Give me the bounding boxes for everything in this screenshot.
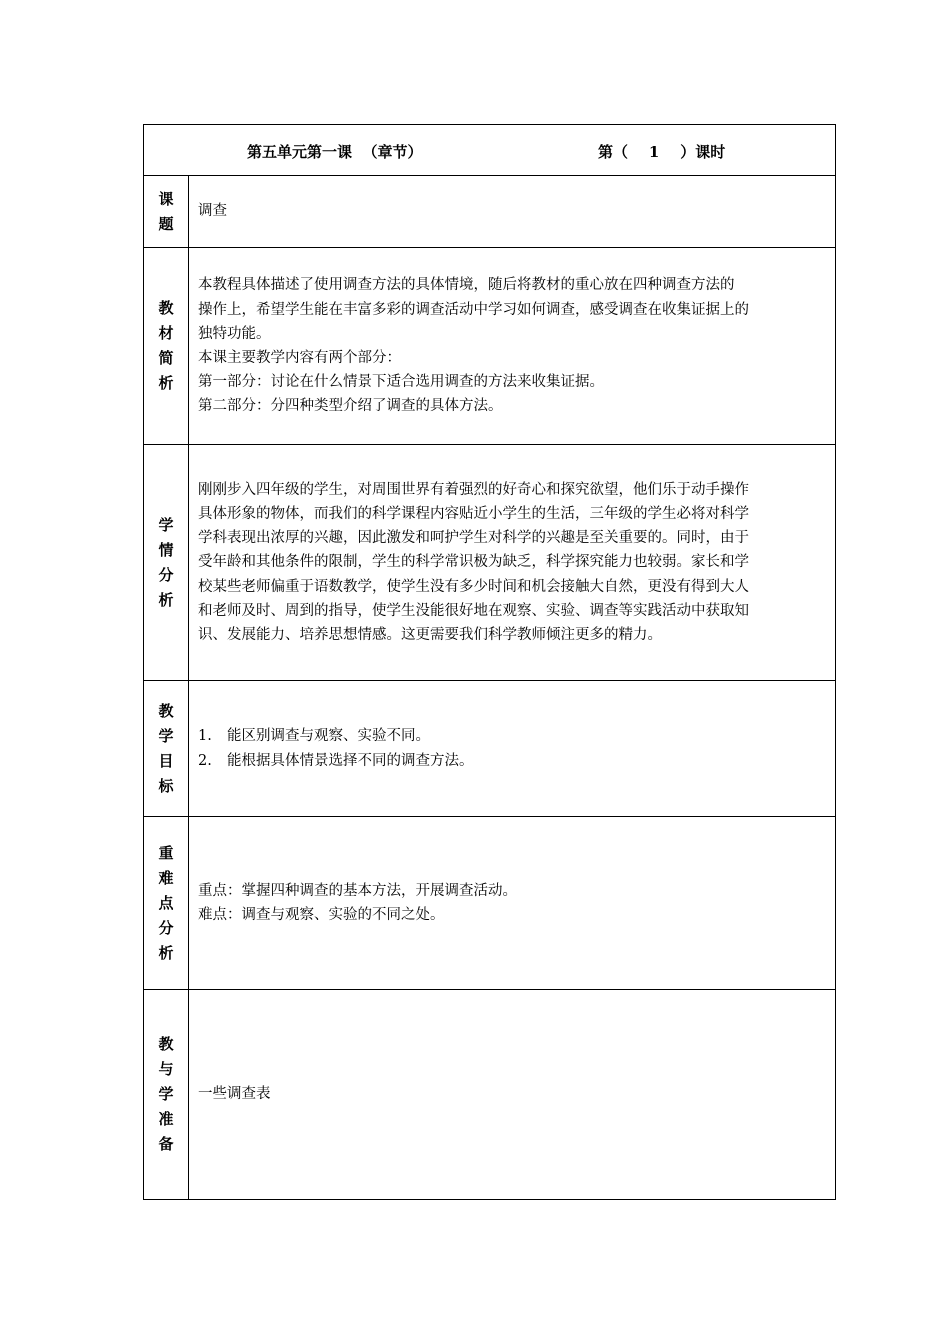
material-content [189,248,836,445]
text-line: 校某些老师偏重于语数教学，使学生没有多少时间和机会接触大自然，更没有得到大人 [198,578,749,595]
label-char: 与 [158,1060,174,1078]
goal-text: 能区别调查与观察、实验不同。 [227,728,430,745]
goal-number: 2. [198,752,212,769]
label-char: 点 [158,893,174,912]
goal-item [198,749,827,773]
text-line: 和老师及时、周到的指导，使学生没能很好地在观察、实验、调查等实践活动中获取知 [198,602,749,619]
text-line: 识、发展能力、培养思想情感。这更需要我们科学教师倾注更多的精力。 [198,627,662,643]
label-char: 析 [158,943,174,962]
label-char: 材 [158,324,174,342]
header-cell [144,125,836,176]
label-char: 学 [158,726,174,745]
text-line: 难点：调查与观察、实验的不同之处。 [198,907,445,923]
material-label [144,248,189,445]
label-char: 目 [158,751,174,770]
label-char: 分 [158,565,174,584]
label-char: 学 [158,515,174,534]
label-char: 重 [158,843,174,862]
text-line: 第二部分：分四种类型介绍了调查的具体方法。 [198,398,503,415]
label-char: 教 [158,701,174,720]
text-line: 第一部分：讨论在什么情景下适合选用调查的方法来收集证据。 [198,374,604,391]
text-line: 重点：掌握四种调查的基本方法，开展调查活动。 [198,882,517,899]
goals-content [189,681,836,817]
text-line: 本教程具体描述了使用调查方法的具体情境，随后将教材的重心放在四种调查方法的 [198,277,735,294]
students-row [144,445,836,681]
lesson-plan-table [143,124,836,1200]
label-char: 题 [158,214,174,233]
label-char: 析 [158,374,174,392]
text-line: 刚刚步入四年级的学生，对周围世界有着强烈的好奇心和探究欲望，他们乐于动手操作 [198,481,749,498]
keypoints-label [144,817,189,990]
topic-label [144,176,189,248]
period-number: 第（ 1 ）课时 [598,143,726,161]
label-char: 课 [158,189,174,208]
goals-label [144,681,189,817]
text-line: 受年龄和其他条件的限制，学生的科学常识极为缺乏，科学探究能力也较弱。家长和学 [198,554,749,571]
text-line: 本课主要教学内容有两个部分： [198,350,401,366]
preparation-content: 一些调查表 [189,990,836,1200]
label-char: 难 [158,868,174,887]
keypoints-content [189,817,836,990]
text-line: 学科表现出浓厚的兴趣，因此激发和呵护学生对科学的兴趣是至关重要的。同时，由于 [198,530,749,547]
goal-text: 能根据具体情景选择不同的调查方法。 [227,752,474,769]
students-label [144,445,189,681]
label-char: 准 [158,1110,174,1128]
material-row [144,248,836,445]
topic-row [144,176,836,248]
text-line: 独特功能。 [198,325,271,342]
goals-row [144,681,836,817]
text-line: 具体形象的物体，而我们的科学课程内容贴近小学生的生活，三年级的学生必将对科学 [198,505,749,522]
label-char: 教 [158,299,174,317]
text-line: 操作上，希望学生能在丰富多彩的调查活动中学习如何调查，感受调查在收集证据上的 [198,301,749,318]
keypoints-row [144,817,836,990]
preparation-row [144,990,836,1200]
goal-item [198,724,827,748]
label-char: 析 [158,590,174,609]
label-char: 情 [158,540,174,559]
preparation-label [144,990,189,1200]
label-char: 学 [158,1085,174,1103]
label-char: 简 [158,349,174,367]
students-content [189,445,836,681]
topic-content: 调查 [189,176,836,248]
goal-number: 1. [198,728,212,745]
label-char: 教 [158,1035,174,1053]
lesson-title: 第五单元第一课 （章节） [247,143,423,161]
label-char: 备 [158,1135,174,1153]
label-char: 分 [158,918,174,937]
header-row [144,125,836,176]
label-char: 标 [158,776,174,795]
